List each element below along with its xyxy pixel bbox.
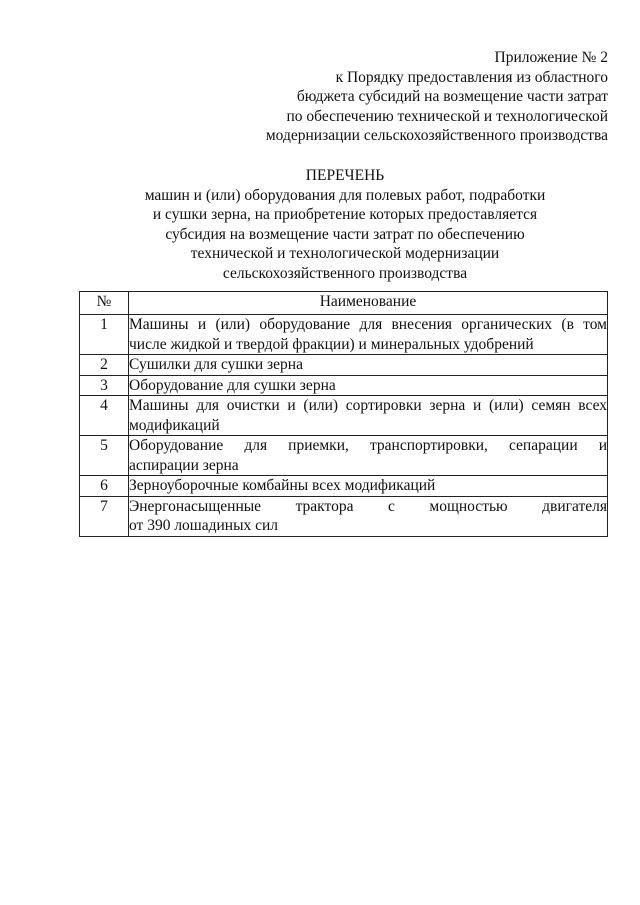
row-name-line: Сушилки для сушки зерна xyxy=(129,356,303,373)
row-number: 6 xyxy=(80,476,129,497)
row-number: 4 xyxy=(80,396,129,436)
equipment-table xyxy=(79,291,608,537)
title-line: и сушки зерна, на приобретение которых предоставляется xyxy=(152,206,538,223)
table-row xyxy=(80,375,608,396)
table-row xyxy=(80,315,608,355)
row-name xyxy=(129,396,608,436)
annex-line: модернизации сельскохозяйственного производства xyxy=(265,127,608,144)
row-name-line: аспирации зерна xyxy=(129,456,239,474)
row-number: 1 xyxy=(80,315,129,355)
header-number: № xyxy=(80,292,129,315)
row-number: 7 xyxy=(80,496,129,536)
title-heading: ПЕРЕЧЕНЬ xyxy=(305,167,385,184)
table-row xyxy=(80,436,608,476)
row-name xyxy=(129,315,608,355)
row-name-line: Машины для очистки и (или) сортировки зерна и (или) семян всех xyxy=(129,397,607,414)
table-row xyxy=(80,476,608,497)
row-name-line: Оборудование для приемки, транспортировки, сепарации и xyxy=(129,437,607,454)
row-name-line: числе жидкой и твердой фракции) и минеральных удобрений xyxy=(129,335,534,353)
annex-line: к Порядку предоставления из областного xyxy=(335,68,608,86)
table-header-row xyxy=(80,292,608,315)
row-number: 5 xyxy=(80,436,129,476)
title-line: сельскохозяйственного производства xyxy=(222,264,468,282)
row-name xyxy=(129,476,608,497)
row-name xyxy=(129,436,608,476)
row-name-line: от 390 лошадиных сил xyxy=(129,517,279,534)
table-row xyxy=(80,355,608,376)
row-name-line: Зерноуборочные комбайны всех модификаций xyxy=(129,477,436,494)
header-name: Наименование xyxy=(129,292,608,315)
table-row xyxy=(80,396,608,436)
row-number: 3 xyxy=(80,375,129,396)
table-row xyxy=(80,496,608,536)
row-name-line: Оборудование для сушки зерна xyxy=(129,376,336,394)
row-name-line: Машины и (или) оборудование для внесения органических (в том xyxy=(129,316,607,333)
title-line: технической и технологической модернизации xyxy=(190,245,500,262)
document-title xyxy=(0,166,640,283)
row-number: 2 xyxy=(80,355,129,376)
annex-number: Приложение № 2 xyxy=(494,49,608,66)
row-name xyxy=(129,496,608,536)
title-line: субсидия на возмещение части затрат по обеспечению xyxy=(165,225,525,243)
row-name-line: Энергонасыщенные трактора с мощностью двигателя xyxy=(129,497,607,515)
row-name-line: модификаций xyxy=(129,416,220,434)
row-name xyxy=(129,355,608,376)
annex-line: бюджета субсидий на возмещение части затрат xyxy=(296,88,608,105)
annex-line: по обеспечению технической и технологической xyxy=(286,107,608,125)
annex-block xyxy=(266,48,608,146)
row-name xyxy=(129,375,608,396)
title-line: машин и (или) оборудования для полевых работ, подработки xyxy=(144,186,546,204)
